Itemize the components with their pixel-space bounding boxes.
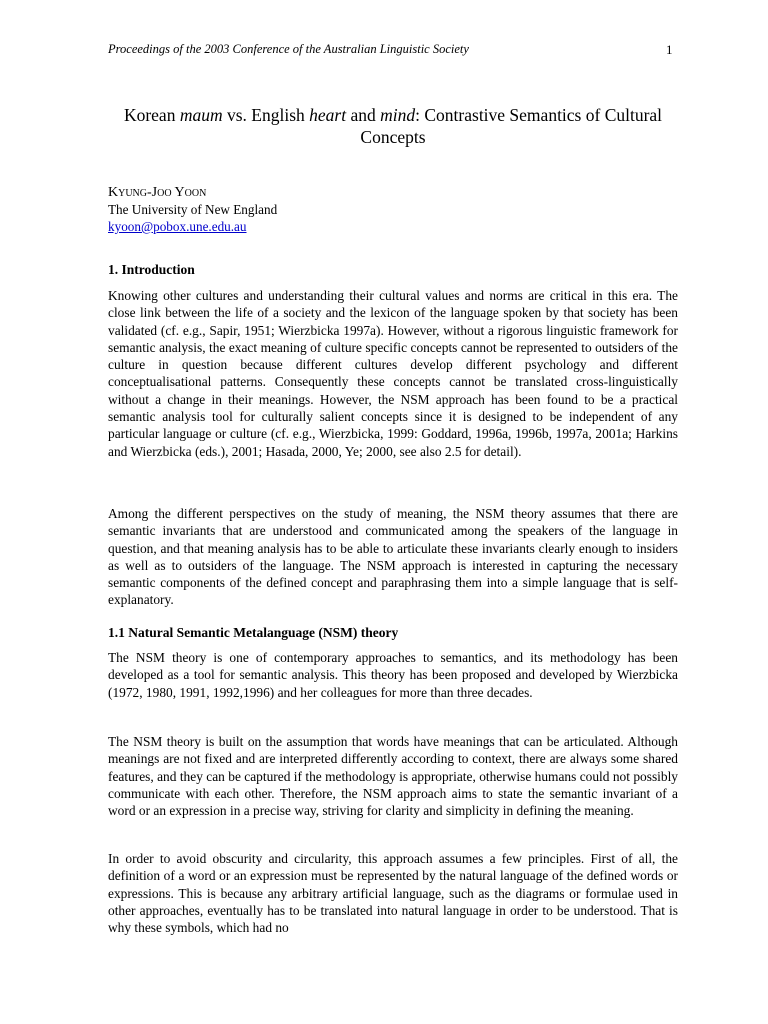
title-part: : Contrastive Semantics of Cultural Concepts [360, 105, 663, 147]
title-part: and [346, 105, 381, 125]
title-part: Korean [123, 105, 180, 125]
page-number: 1 [666, 42, 673, 57]
title-term-maum: maum [179, 105, 223, 125]
nsm-paragraph-3: In order to avoid obscurity and circularity, this approach assumes a few principles. First of all, the definition of a word or an expression must be represented by the natural language of the defined words or expressions. This is because any arbitrary artificial language, such as the diagrams or formulae used in other approaches, eventually has to be translated into natural language in order to be understood. That is why these symbols, which had no [108, 851, 678, 936]
section-heading-introduction: 1. Introduction [108, 262, 195, 277]
nsm-paragraph-1: The NSM theory is one of contemporary approaches to semantics, and its methodology has been developed as a tool for semantic analysis. This theory has been proposed and developed by Wierzbicka (1972, 1980, 1991, 1992,1996) and her colleagues for more than three decades. [108, 650, 678, 700]
title-part: vs. English [222, 105, 310, 125]
nsm-paragraph-2: The NSM theory is built on the assumption that words have meanings that can be articulated. Although meanings are not fixed and are interpreted differently according to context, there are always some shared features, and they can be captured if the methodology is appropriate, otherwise humans could not possibly communicate with each other. Therefore, the NSM approach aims to state the semantic invariant of a word or an expression in a precise way, striving for clarity and simplicity in defining the meaning. [108, 734, 678, 819]
intro-paragraph-2: Among the different perspectives on the study of meaning, the NSM theory assumes that there are semantic invariants that are understood and communicated among the speakers of the language in question, and that meaning analysis has to be able to articulate these invariants clearly enough to insiders as well as to outsiders of the language. The NSM approach is interested in capturing the necessary semantic components of the defined concept and paraphrasing them into a simple language that is self-explanatory. [108, 506, 678, 608]
title-term-mind: mind [380, 105, 416, 125]
author-block [108, 184, 277, 235]
author-affiliation: The University of New England [108, 202, 278, 217]
author-name: Kyung-Joo Yoon [108, 185, 207, 200]
section-heading-nsm-theory: 1.1 Natural Semantic Metalanguage (NSM) theory [108, 625, 399, 640]
intro-paragraph-1: Knowing other cultures and understanding their cultural values and norms are critical in this era. The close link between the life of a society and the lexicon of the language spoken by that society has been validated (cf. e.g., Sapir, 1951; Wierzbicka 1997a). However, without a rigorous linguistic framework for semantic analysis, the exact meaning of culture specific concepts cannot be represented to outsiders of the culture in question because different cultures develop different psychology and different conceptualisational patterns. Consequently these concepts cannot be translated cross-linguistically without a change in their meanings. However, the NSM approach has been found to be a practical semantic analysis tool for culturally salient concepts since it is designed to be independent of any particular language or culture (cf. e.g., Wierzbicka, 1999: Goddard, 1996a, 1996b, 1997a, 2001a; Harkins and Wierzbicka (eds.), 2001; Hasada, 2000, Ye; 2000, see also 2.5 for detail). [108, 288, 678, 459]
paper-title [108, 104, 678, 148]
running-head: Proceedings of the 2003 Conference of the Australian Linguistic Society [108, 42, 469, 56]
author-email-link[interactable]: kyoon@pobox.une.edu.au [108, 219, 247, 234]
title-term-heart: heart [309, 105, 347, 125]
